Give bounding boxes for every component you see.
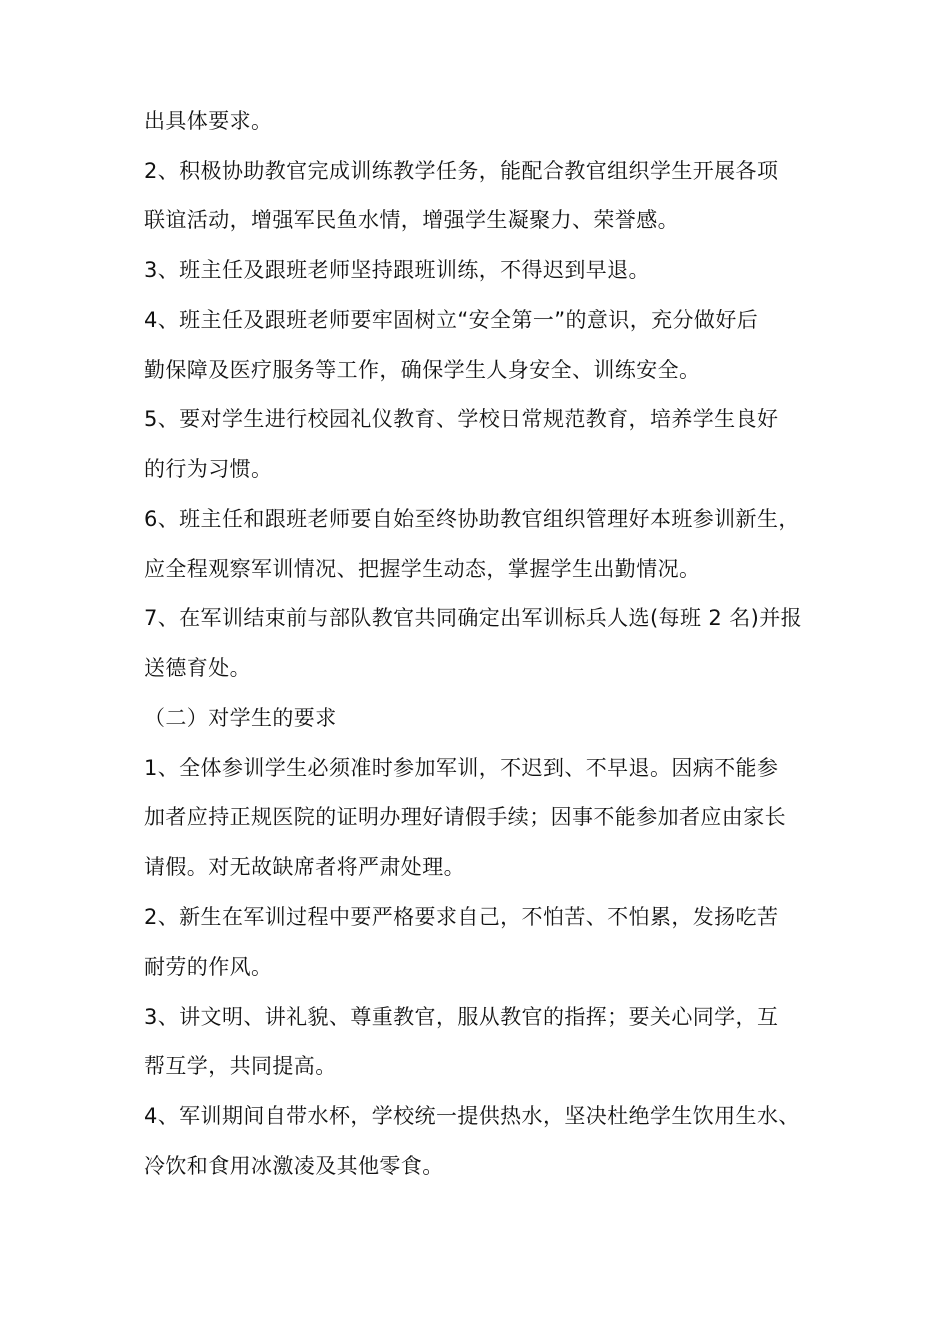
- text-line-12: 送德育处。: [144, 656, 251, 680]
- text-line-1: 出具体要求。: [144, 109, 273, 133]
- text-line-14: 1、全体参训学生必须准时参加军训，不迟到、不早退。因病不能参: [144, 756, 779, 780]
- text-line-4: 3、班主任及跟班老师坚持跟班训练，不得迟到早退。: [144, 258, 650, 282]
- section-heading: （二）对学生的要求: [144, 706, 337, 730]
- text-line-10: 应全程观察军训情况、把握学生动态，掌握学生出勤情况。: [144, 557, 701, 581]
- text-line-17: 2、新生在军训过程中要严格要求自己，不怕苦、不怕累，发扬吃苦: [144, 905, 779, 929]
- text-line-11: 7、在军训结束前与部队教官共同确定出军训标兵人选(每班 2 名)并报: [144, 606, 803, 630]
- text-line-20: 帮互学，共同提高。: [144, 1054, 337, 1078]
- text-line-3: 联谊活动，增强军民鱼水情，增强学生凝聚力、荣誉感。: [144, 208, 679, 232]
- text-line-16: 请假。对无故缺席者将严肃处理。: [144, 855, 465, 879]
- text-line-7: 5、要对学生进行校园礼仪教育、学校日常规范教育，培养学生良好: [144, 407, 779, 431]
- text-line-22: 冷饮和食用冰激凌及其他零食。: [144, 1154, 444, 1178]
- text-line-5: 4、班主任及跟班老师要牢固树立“安全第一”的意识，充分做好后: [144, 308, 759, 332]
- text-line-19: 3、讲文明、讲礼貌、尊重教官，服从教官的指挥；要关心同学，互: [144, 1005, 779, 1029]
- text-line-2: 2、积极协助教官完成训练教学任务，能配合教官组织学生开展各项: [144, 159, 779, 183]
- text-line-21: 4、军训期间自带水杯，学校统一提供热水，坚决杜绝学生饮用生水、: [144, 1104, 800, 1128]
- text-line-8: 的行为习惯。: [144, 457, 273, 481]
- text-line-9: 6、班主任和跟班老师要自始至终协助教官组织管理好本班参训新生，: [144, 507, 800, 531]
- text-line-18: 耐劳的作风。: [144, 955, 273, 979]
- text-line-6: 勤保障及医疗服务等工作，确保学生人身安全、训练安全。: [144, 358, 701, 382]
- text-line-15: 加者应持正规医院的证明办理好请假手续；因事不能参加者应由家长: [144, 805, 786, 829]
